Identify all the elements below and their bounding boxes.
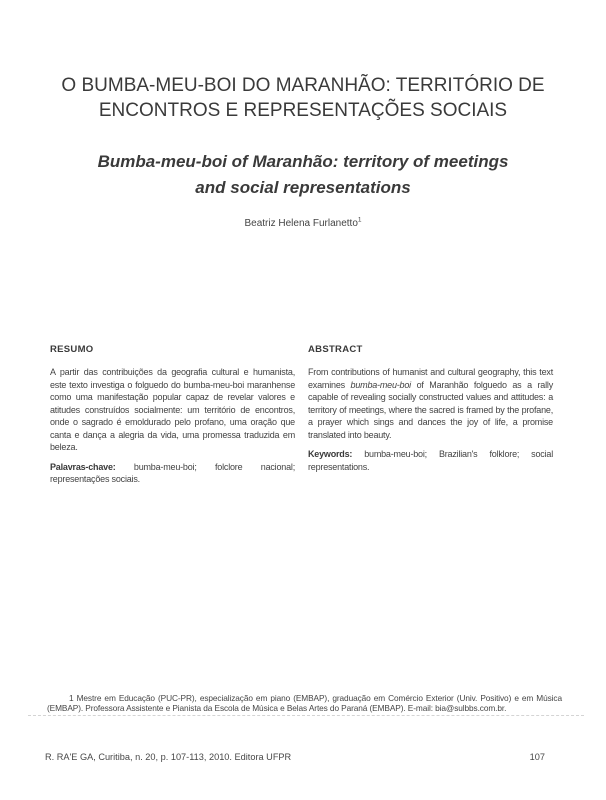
abstract-body-prefix: From contributions of humanist and cultural geography, this text examines bbox=[308, 367, 553, 390]
abstract-keywords-text: bumba-meu-boi; Brazilian's folklore; social representations. bbox=[308, 449, 553, 472]
footnote-divider bbox=[28, 715, 584, 716]
abstract-body bbox=[308, 366, 553, 441]
resumo-body: A partir das contribuições da geografia cultural e humanista, este texto investiga o folguedo do bumba-meu-boi maranhense como uma manifestação popular capaz de revelar valores e atitudes construídos socialmente: um território de encontros, onde o sagrado é emoldurado pelo profano, uma oração que canta e dança a alegria da vida, uma promessa traduzida em beleza. bbox=[50, 367, 295, 452]
article-title: O BUMBA-MEU-BOI DO MARANHÃO: TERRITÓRIO DE ENCONTROS E REPRESENTAÇÕES SOCIAIS bbox=[61, 75, 545, 121]
resumo-keywords bbox=[50, 461, 295, 486]
resumo-keywords-label: Palavras-chave: bbox=[50, 461, 116, 472]
footer-page-number: 107 bbox=[529, 752, 545, 762]
abstract-section bbox=[308, 344, 553, 486]
resumo-section bbox=[50, 344, 295, 486]
abstract-heading: ABSTRACT bbox=[308, 344, 363, 355]
footnote-marker: 1 bbox=[69, 693, 74, 703]
abstract-body-italic-term: bumba-meu-boi bbox=[350, 379, 411, 390]
page-footer bbox=[45, 752, 545, 762]
abstract-keywords-label: Keywords: bbox=[308, 449, 353, 459]
abstract-keywords bbox=[308, 448, 553, 473]
abstract-columns bbox=[50, 344, 553, 486]
footnote-text: Mestre em Educação (PUC-PR), especialização em piano (EMBAP), graduação em Comércio Exterior (Univ. Positivo) e em Música (EMBAP). Professora Assistente e Pianista da Escola de Música e Belas Artes do Paraná (EMBAP). E-mail: bia@sulbbs.com.br. bbox=[47, 693, 562, 713]
author-footnote-marker: 1 bbox=[357, 216, 362, 224]
author-name: Beatriz Helena Furlanetto bbox=[244, 218, 358, 229]
abstract-body-suffix: of Maranhão folguedo as a rally capable of revealing socially constructed values and attitudes: a territory of meetings, where the sacred is framed by the profane, a prayer which sings and dances the joy of life, a promise translated into beauty. bbox=[308, 379, 553, 440]
author-line bbox=[0, 218, 606, 229]
footer-journal-info: R. RA'E GA, Curitiba, n. 20, p. 107-113, 2010. Editora UFPR bbox=[45, 752, 292, 762]
author-footnote bbox=[47, 693, 562, 713]
article-subtitle-english: Bumba-meu-boi of Maranhão: territory of meetings and social representations bbox=[97, 152, 509, 197]
resumo-keywords-text: bumba-meu-boi; folclore nacional; representações sociais. bbox=[50, 461, 295, 484]
resumo-heading: RESUMO bbox=[50, 344, 94, 355]
